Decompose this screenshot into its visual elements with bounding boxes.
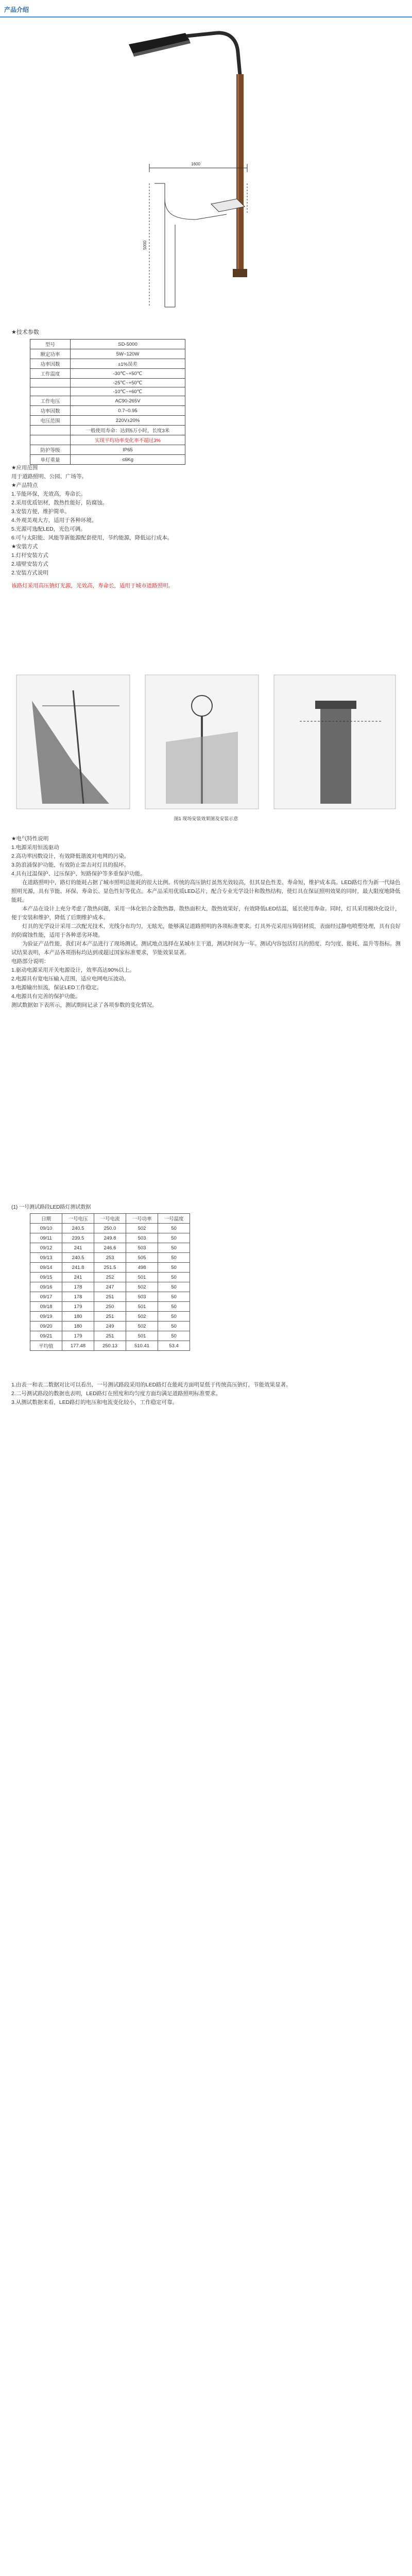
data-table-cell: 180 <box>62 1321 94 1331</box>
spec-value-cell: SD-5000 <box>71 340 185 349</box>
body-paragraph: 在道路照明中，路灯的能耗占据了城市照明总能耗的很大比例。传统的高压钠灯虽然光效较高，但其显色性差、寿命短、维护成本高。LED路灯作为新一代绿色照明光源，具有节能、环保、寿命长、显色性好等优点。本产品采用优质LED芯片，配合专业光学设计和散热结构，使灯具在保证照明效果的同时，最大限度地降低能耗。 <box>11 879 401 903</box>
data-table-cell: 498 <box>126 1263 158 1273</box>
spec-value-cell: 实现平均功率变化率不超过3% <box>71 435 185 445</box>
body-paragraph: 3.防浪涌保护功能，有效防止雷击对灯具的损坏。 <box>11 862 130 868</box>
data-table-cell: 50 <box>158 1292 190 1302</box>
data-table-row <box>30 1321 190 1331</box>
lamp-base-shape <box>233 269 247 277</box>
data-table-cell: 177.48 <box>62 1341 94 1351</box>
spec-value-cell: -25℃~+50℃ <box>71 379 185 387</box>
lamp-arm-shape <box>186 33 240 75</box>
data-table-1 <box>30 1213 190 1351</box>
data-table-cell: 50 <box>158 1243 190 1253</box>
spec-row <box>30 396 185 406</box>
data-table-cell: 241 <box>62 1273 94 1282</box>
spec-value-cell: ≤6Kg <box>71 455 185 465</box>
data-table-cell: 179 <box>62 1331 94 1341</box>
features-line: 6.可与太阳能、风能等新能源配套使用，节约能源，降低运行成本。 <box>11 535 173 541</box>
spec-label-cell: 单灯重量 <box>30 455 71 465</box>
data-table-cell: 250.0 <box>94 1224 126 1233</box>
data-table-cell: 50 <box>158 1273 190 1282</box>
data-table-row <box>30 1243 190 1253</box>
body-paragraph: 2.电源具有宽电压输入范围，适应电网电压波动。 <box>11 976 130 982</box>
data-table-cell: 510.41 <box>126 1341 158 1351</box>
spec-row <box>30 416 185 426</box>
spec-table <box>30 339 185 465</box>
body-paragraph: 2.高功率因数设计，有效降低谐波对电网的污染。 <box>11 853 130 859</box>
data-table-row <box>30 1233 190 1243</box>
data-table-cell: 247 <box>94 1282 126 1292</box>
data-table-cell: 501 <box>126 1273 158 1282</box>
data-table-cell: 251 <box>94 1292 126 1302</box>
svg-text:1600: 1600 <box>191 162 200 166</box>
spec-value-cell: 5W~120W <box>71 349 185 359</box>
data-table-cell: 50 <box>158 1321 190 1331</box>
spec-row <box>30 445 185 455</box>
spec-row <box>30 387 185 396</box>
header-title: 产品介绍 <box>4 6 29 13</box>
data-table-cell: 平均值 <box>30 1341 62 1351</box>
install-photo-right <box>274 675 396 809</box>
data-table-cell: 53.4 <box>158 1341 190 1351</box>
features-line: 3.安装方便，维护简单。 <box>11 509 70 515</box>
dimension-drawing <box>149 164 247 307</box>
data-table-cell: 50 <box>158 1233 190 1243</box>
data-table-cell: 09/20 <box>30 1321 62 1331</box>
data-table-cell: 09/10 <box>30 1224 62 1233</box>
data-table-cell: 251 <box>94 1312 126 1321</box>
spec-value-cell: 0.7~0.95 <box>71 406 185 416</box>
data-table-cell: 502 <box>126 1321 158 1331</box>
data-table-row <box>30 1282 190 1292</box>
data-table-row <box>30 1263 190 1273</box>
data-table-cell: 178 <box>62 1292 94 1302</box>
footer-line: 3.从测试数据来看，LED路灯的电压和电流变化较小，工作稳定可靠。 <box>11 1399 178 1405</box>
data-table-cell: 501 <box>126 1302 158 1312</box>
data-table-row <box>30 1312 190 1321</box>
data-table-row <box>30 1341 190 1351</box>
data-table-cell: 503 <box>126 1292 158 1302</box>
footer-line: 2.二号测试路段的数据也表明，LED路灯在照度和均匀度方面均满足道路照明标准要求。 <box>11 1391 221 1397</box>
body-paragraph: 灯具的光学设计采用二次配光技术，光线分布均匀，无眩光，能够满足道路照明的各项标准要求。灯具外壳采用压铸铝材质，表面经过静电喷塑处理，具有良好的防腐蚀性能，适用于各种恶劣环境。 <box>11 923 401 938</box>
street-light-drawing-svg <box>118 29 294 317</box>
spec-value-cell: 220V±20% <box>71 416 185 426</box>
data-table-cell: 241.8 <box>62 1263 94 1273</box>
data-table-cell: 50 <box>158 1263 190 1273</box>
spec-row <box>30 379 185 387</box>
data-table-row <box>30 1292 190 1302</box>
data-table-cell: 251.5 <box>94 1263 126 1273</box>
data-table-cell: 252 <box>94 1273 126 1282</box>
features-line: 1.灯杆安装方式 <box>11 552 48 558</box>
data-table-cell: 240.5 <box>62 1224 94 1233</box>
features-section <box>11 464 401 590</box>
data-table-cell: 50 <box>158 1253 190 1263</box>
footer-text <box>11 1381 401 1407</box>
data-table-cell: 50 <box>158 1302 190 1312</box>
data-table-cell: 241 <box>62 1243 94 1253</box>
data-table-cell: 09/14 <box>30 1263 62 1273</box>
data-table-header: 一号电压 <box>62 1214 94 1224</box>
data-table-cell: 50 <box>158 1224 190 1233</box>
spec-section-label: ★技术参数 <box>11 329 39 335</box>
data-table-cell: 503 <box>126 1233 158 1243</box>
data-table-cell: 09/16 <box>30 1282 62 1292</box>
spec-row <box>30 340 185 349</box>
spec-value-cell: IP65 <box>71 445 185 455</box>
body-paragraph: 本产品在设计上充分考虑了散热问题，采用一体化铝合金散热器，散热面积大，散热效果好，有效降低LED结温，延长使用寿命。同时，灯具采用模块化设计，便于安装和维护，降低了后期维护成本。 <box>11 906 401 921</box>
spec-label-cell: 型号 <box>30 340 71 349</box>
features-list <box>11 472 401 578</box>
data-table-row <box>30 1253 190 1263</box>
data-table-cell: 50 <box>158 1312 190 1321</box>
data-table-cell: 251 <box>94 1331 126 1341</box>
body-paragraph: ★电气特性说明 <box>11 836 49 842</box>
data-table-block-1 <box>11 1200 403 1351</box>
spec-label-cell: 功率因数 <box>30 406 71 416</box>
features-line: 1.节能环保，光效高，寿命长。 <box>11 491 87 497</box>
spec-value-cell: ±1%误差 <box>71 359 185 369</box>
body-paragraph: 1.电源采用恒流驱动 <box>11 844 59 851</box>
data-table-cell: 502 <box>126 1312 158 1321</box>
data-table-cell: 178 <box>62 1282 94 1292</box>
data-table-cell: 09/11 <box>30 1233 62 1243</box>
spec-label-cell: 电压范围 <box>30 416 71 426</box>
body-text-section <box>11 835 401 1010</box>
features-line: 2.安装方式说明 <box>11 570 48 576</box>
data-table-cell: 09/18 <box>30 1302 62 1312</box>
spec-label-cell <box>30 379 71 387</box>
svg-text:5000: 5000 <box>143 241 147 250</box>
footer-line: 1.由表一和表二数据对比可以看出，一号测试路段采用的LED路灯在能耗方面明显低于传统高压钠灯，节能效果显著。 <box>11 1382 291 1388</box>
install-photos <box>11 670 401 824</box>
data-table-header: 一号电流 <box>94 1214 126 1224</box>
features-line: ★安装方式 <box>11 544 38 550</box>
spec-label-cell <box>30 387 71 396</box>
data-table-cell: 505 <box>126 1253 158 1263</box>
body-paragraph: 4.具有过温保护、过压保护、短路保护等多重保护功能。 <box>11 871 146 877</box>
data-table-cell: 250 <box>94 1302 126 1312</box>
data-table-row <box>30 1302 190 1312</box>
data-table-cell: 501 <box>126 1331 158 1341</box>
body-paragraph: 4.电源具有完善的保护功能。 <box>11 993 81 999</box>
spec-label-cell: 防护等级 <box>30 445 71 455</box>
data-table-cell: 239.5 <box>62 1233 94 1243</box>
features-line: 2.墙壁安装方式 <box>11 561 48 567</box>
install-photo-left <box>16 675 130 809</box>
data-table-cell: 502 <box>126 1282 158 1292</box>
features-line: 4.外观美观大方，适用于各种环境。 <box>11 517 97 523</box>
data-table-cell: 249.8 <box>94 1233 126 1243</box>
body-paragraph: 3.电源输出恒流，保证LED工作稳定。 <box>11 985 102 991</box>
lamp-head-shape <box>129 33 191 57</box>
data-table-cell: 180 <box>62 1312 94 1321</box>
spec-row <box>30 406 185 416</box>
photos-caption: 图1 现场安装效果图及安装示意 <box>174 816 238 821</box>
features-line: 5.光源可选配LED，光色可调。 <box>11 526 86 532</box>
spec-row <box>30 369 185 379</box>
spec-label-cell: 工作电压 <box>30 396 71 406</box>
install-photo-middle <box>145 675 259 809</box>
data-table-cell: 253 <box>94 1253 126 1263</box>
spec-label-cell: 功率因数 <box>30 359 71 369</box>
spec-row <box>30 455 185 465</box>
data-table-cell: 09/21 <box>30 1331 62 1341</box>
data-table-cell: 50 <box>158 1331 190 1341</box>
spec-label-cell <box>30 435 71 445</box>
body-paragraph: 为验证产品性能，我们对本产品进行了现场测试。测试地点选择在某城市主干道，测试时间为一年。测试内容包括灯具的照度、均匀度、能耗、温升等指标。测试结果表明，本产品各项指标均达到或超过国家标准要求，节能效果显著。 <box>11 941 401 956</box>
data-table-cell: 250.13 <box>94 1341 126 1351</box>
spec-row <box>30 426 185 435</box>
spec-label-cell: 额定功率 <box>30 349 71 359</box>
data-table-cell: 240.5 <box>62 1253 94 1263</box>
spec-row <box>30 349 185 359</box>
data-table-row <box>30 1224 190 1233</box>
data-table-row <box>30 1273 190 1282</box>
data-table-cell: 503 <box>126 1243 158 1253</box>
features-line: 用于道路照明、公园、广场等。 <box>11 473 87 480</box>
product-drawing <box>118 29 294 317</box>
data-table-cell: 249 <box>94 1321 126 1331</box>
data-table-cell: 09/15 <box>30 1273 62 1282</box>
data-table-caption-1: (1) 一号测试路段LED路灯测试数据 <box>11 1205 91 1210</box>
data-table-cell: 09/19 <box>30 1312 62 1321</box>
spec-row <box>30 435 185 445</box>
data-table-header: 一号功率 <box>126 1214 158 1224</box>
spec-row <box>30 359 185 369</box>
header-bar <box>0 0 412 18</box>
spec-value-cell: AC90-265V <box>71 396 185 406</box>
features-title: ★应用范围 <box>11 465 38 471</box>
data-table-cell: 502 <box>126 1224 158 1233</box>
data-table-cell: 09/17 <box>30 1292 62 1302</box>
data-table-cell: 09/12 <box>30 1243 62 1253</box>
data-table-cell: 246.6 <box>94 1243 126 1253</box>
features-red-line: 该路灯采用高压钠灯光源，光效高，寿命长，适用于城市道路照明。 <box>11 583 174 589</box>
body-paragraph: 1.驱动电源采用开关电源设计，效率高达90%以上。 <box>11 967 135 973</box>
data-table-row <box>30 1331 190 1341</box>
data-table-cell: 179 <box>62 1302 94 1312</box>
body-paragraph: 测试数据如下表所示，测试期间记录了各项参数的变化情况。 <box>11 1002 158 1008</box>
data-table-header: 日期 <box>30 1214 62 1224</box>
spec-section <box>11 328 401 465</box>
data-table-header: 一号温度 <box>158 1214 190 1224</box>
spec-label-cell <box>30 426 71 435</box>
features-line: ★产品特点 <box>11 482 38 488</box>
features-line: 2.采用优质铝材，散热性能好，防腐蚀。 <box>11 500 108 506</box>
spec-value-cell: -30℃~+50℃ <box>71 369 185 379</box>
data-table-cell: 50 <box>158 1282 190 1292</box>
spec-label-cell: 工作温度 <box>30 369 71 379</box>
spec-value-cell: -10℃~+60℃ <box>71 387 185 396</box>
body-paragraph: 电路部分说明： <box>11 958 49 964</box>
spec-value-cell: 一般使用寿命：达到5万小时，长度3米 <box>71 426 185 435</box>
data-table-cell: 09/13 <box>30 1253 62 1263</box>
